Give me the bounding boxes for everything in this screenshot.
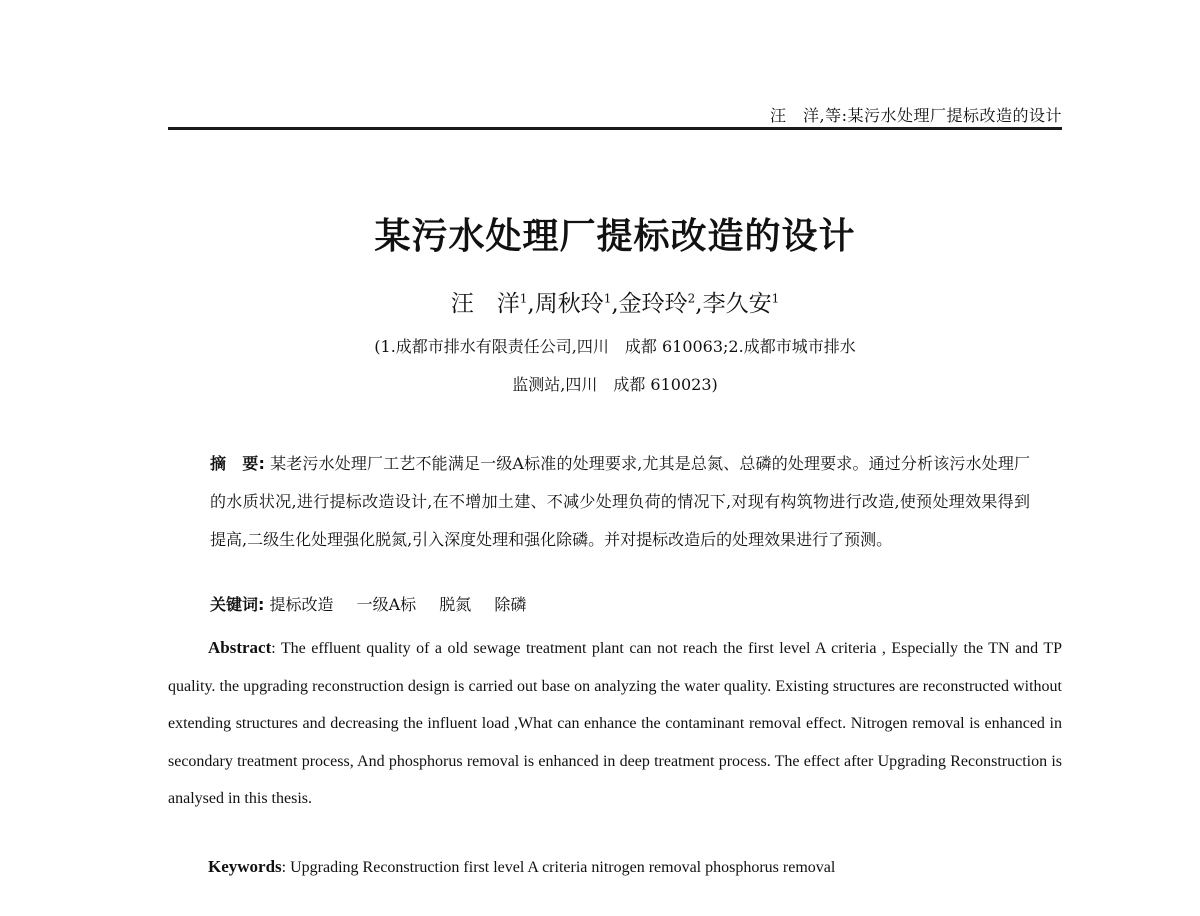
affiliation-line-1: (1.成都市排水有限责任公司,四川 成都 610063;2.成都市城市排水 — [374, 337, 856, 356]
abstract-english: Abstract: The effluent quality of a old sewage treatment plant can not reach the first level A criteria , Especially the TN and TP quality. the upgrading reconstruction design is carried out base on analyzing the water quality. Existing structures are reconstructed without extending structures and decreasing the influent load ,What can enhance the contaminant removal effect. Nitrogen removal is enhanced in secondary treatment process, And phosphorus removal is enhanced in deep treatment process. The effect after Upgrading Reconstruction is analysed in this thesis. — [168, 638, 1063, 807]
abstract-cn-text: 某老污水处理厂工艺不能满足一级A标准的处理要求,尤其是总氮、总磷的处理要求。通过分析该污水处理厂的水质状况,进行提标改造设计,在不增加土建、不减少处理负荷的情况下,对现有构筑物进行改造,使预处理效果得到提高,二级生化处理强化脱氮,引入深度处理和强化除磷。并对提标改造后的处理效果进行了预测。 — [210, 454, 1030, 549]
keyword-item: 一级A标 — [356, 595, 417, 614]
paper-title: 某污水处理厂提标改造的设计 — [374, 216, 856, 257]
author-name: 汪 洋 — [450, 291, 520, 317]
author-name: 周秋玲 — [534, 291, 604, 317]
keyword-item: 提标改造 — [269, 595, 334, 614]
keywords-cn-label: 关键词: — [210, 595, 265, 614]
abstract-en-label: Abstract — [208, 638, 272, 657]
author-affiliation-mark: 1 — [603, 291, 612, 306]
keywords-english: Keywords: Upgrading Reconstruction first level A criteria nitrogen removal phosphorus removal — [208, 857, 836, 876]
author-affiliation-mark: 2 — [687, 291, 696, 306]
author-name: 李久安 — [702, 291, 772, 317]
keywords-en-text: Upgrading Reconstruction first level A criteria nitrogen removal phosphorus removal — [290, 859, 836, 876]
abstract-chinese — [210, 445, 1030, 559]
affiliation-line-2: 监测站,四川 成都 610023) — [512, 375, 718, 394]
keywords-chinese — [210, 592, 1030, 615]
author-list: 汪 洋$^1$,周秋玲$^1$,金玲玲$^2$,李久安$^1$ — [450, 291, 780, 317]
author-name: 金玲玲 — [618, 291, 688, 317]
keyword-item: 脱氮 — [439, 595, 472, 614]
keyword-item: 除磷 — [494, 595, 527, 614]
author-affiliation-mark: 1 — [519, 291, 528, 306]
abstract-en-text: The effluent quality of a old sewage treatment plant can not reach the first level A criteria , Especially the TN and TP quality. the upgrading reconstruction design is carried out base on analyzing the water quality. Existing structures are reconstructed without extending structures and decreasing the influent load ,What can enhance the contaminant removal effect. Nitrogen removal is enhanced in secondary treatment process, And phosphorus removal is enhanced in deep treatment process. The effect after Upgrading Reconstruction is analysed in this thesis. — [168, 640, 1063, 807]
header-rule — [168, 127, 1062, 130]
author-affiliation-mark: 1 — [771, 291, 780, 306]
abstract-cn-label: 摘 要: — [210, 454, 265, 473]
keywords-en-label: Keywords — [208, 857, 282, 876]
running-head: 汪 洋,等:某污水处理厂提标改造的设计 — [770, 106, 1062, 125]
